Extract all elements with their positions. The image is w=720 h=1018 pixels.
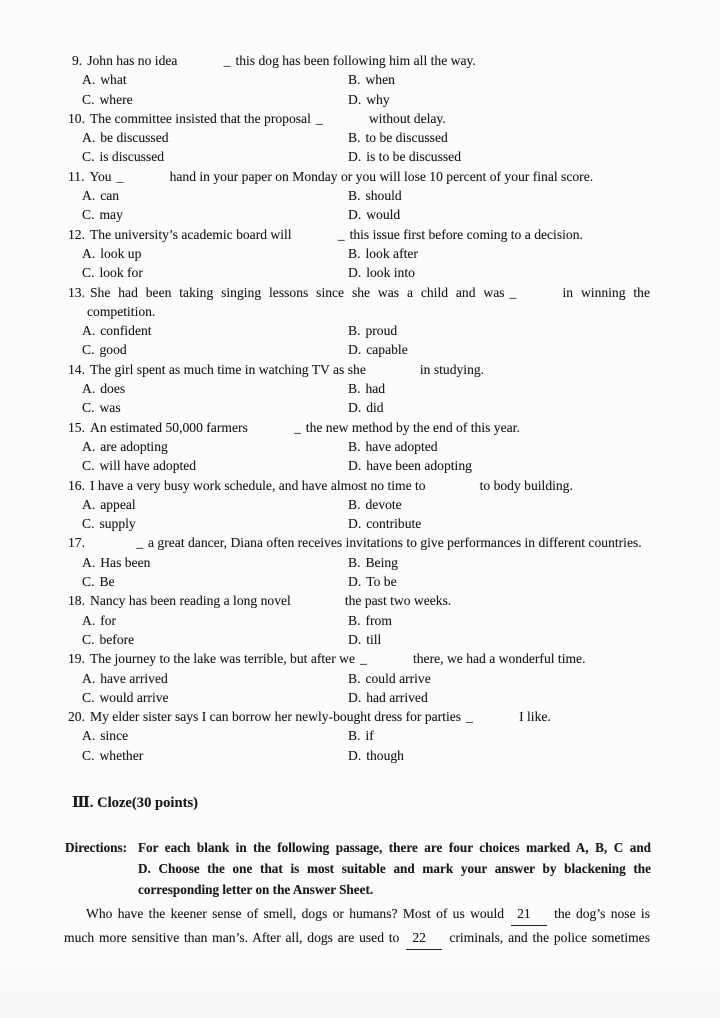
option-d: [348, 147, 461, 166]
option-text: if: [365, 728, 374, 744]
passage-text: criminals, and the police sometimes: [449, 929, 650, 945]
options-row: [68, 340, 650, 359]
question-stem: [68, 109, 650, 128]
option-c: [82, 572, 348, 591]
option-letter: B.: [348, 554, 361, 570]
blank-underscore: _: [466, 709, 473, 725]
option-a: [82, 379, 348, 398]
question-text-after-blank: in studying.: [419, 361, 485, 377]
question-stem: [68, 418, 650, 437]
options-row: [68, 514, 650, 533]
options-row: [68, 263, 650, 282]
question-text-before-blank: An estimated 50,000 farmers: [90, 419, 248, 435]
options-row: [68, 128, 650, 147]
blank-underscore: _: [337, 226, 345, 242]
question: [68, 707, 650, 765]
directions-block: [65, 837, 651, 900]
option-text: To be: [366, 574, 397, 590]
options-row: [68, 630, 650, 649]
option-letter: D.: [348, 400, 362, 416]
option-b: [348, 128, 448, 147]
answer-blank: [297, 225, 345, 244]
option-letter: C.: [82, 458, 95, 474]
option-letter: B.: [348, 245, 361, 261]
option-d: [348, 90, 390, 109]
option-letter: B.: [348, 612, 361, 628]
blank-underscore: _: [116, 168, 124, 184]
option-letter: C.: [82, 207, 95, 223]
option-text: is discussed: [99, 149, 165, 165]
passage-text: the dog’s nose is much more sensitive than man’s. After all, dogs are used to: [64, 905, 650, 945]
option-b: [348, 70, 395, 89]
option-text: before: [99, 631, 135, 647]
option-text: look up: [100, 245, 142, 261]
options-row: [68, 456, 650, 475]
question: [68, 225, 650, 283]
options-row: [68, 669, 650, 688]
option-letter: C.: [82, 747, 95, 763]
option-letter: C.: [82, 400, 95, 416]
option-letter: C.: [82, 342, 95, 358]
option-text: be discussed: [100, 130, 169, 146]
option-letter: C.: [82, 265, 95, 281]
question-text-before-blank: I have a very busy work schedule, and have almost no time to: [90, 477, 426, 493]
option-letter: C.: [82, 516, 95, 532]
question-number: 10.: [68, 110, 85, 126]
options-row: [68, 688, 650, 707]
option-letter: C.: [82, 574, 95, 590]
options-row: [68, 437, 650, 456]
answer-blank: [360, 649, 408, 668]
question-text-after-blank: in winning the competition.: [87, 284, 651, 319]
option-c: [82, 688, 348, 707]
option-c: [82, 263, 348, 282]
option-c: [82, 147, 348, 166]
question-text-after-blank: to body building.: [479, 477, 573, 493]
option-b: [348, 669, 431, 688]
option-a: [82, 321, 348, 340]
passage-text: Who have the keener sense of smell, dogs or humans? Most of us would: [86, 905, 505, 921]
directions-line: corresponding letter on the Answer Sheet.: [138, 881, 374, 897]
question-number: 13.: [68, 284, 85, 300]
option-text: confident: [100, 323, 152, 339]
page-content: [64, 51, 651, 950]
option-b: [348, 553, 398, 572]
option-letter: B.: [348, 670, 361, 686]
question-number: 12.: [68, 226, 85, 242]
question-text-before-blank: Nancy has been reading a long novel: [90, 593, 291, 609]
question-number: 20.: [68, 709, 85, 725]
section-heading: Ⅲ. Cloze(30 points): [72, 794, 198, 811]
option-c: [82, 514, 348, 533]
question-number: 15.: [68, 419, 85, 435]
answer-blank: [466, 707, 514, 726]
option-letter: D.: [348, 265, 362, 281]
option-letter: B.: [348, 323, 361, 339]
option-text: can: [100, 188, 120, 204]
options-row: [68, 70, 650, 89]
option-d: [348, 205, 400, 224]
option-letter: D.: [348, 747, 362, 763]
option-c: [82, 456, 348, 475]
option-letter: A.: [82, 323, 96, 339]
question: [68, 167, 650, 225]
option-letter: A.: [82, 245, 96, 261]
option-b: [348, 379, 385, 398]
question: [68, 360, 650, 418]
option-d: [348, 398, 384, 417]
question-stem: [68, 283, 650, 322]
option-text: though: [366, 747, 404, 763]
blank-underscore: _: [315, 110, 323, 126]
option-c: [82, 746, 348, 765]
blank-underscore: _: [294, 419, 301, 435]
option-text: why: [366, 91, 390, 107]
option-a: [82, 186, 348, 205]
option-letter: A.: [82, 438, 96, 454]
options-row: [68, 495, 650, 514]
question: [68, 51, 650, 109]
directions-line: [65, 837, 651, 858]
option-d: [348, 630, 381, 649]
option-text: are adopting: [100, 438, 168, 454]
option-a: [82, 437, 348, 456]
option-text: devote: [365, 496, 402, 512]
question: [68, 476, 650, 534]
options-row: [68, 147, 650, 166]
question-text-after-blank: I like.: [519, 709, 551, 725]
option-b: [348, 321, 397, 340]
answer-blank: [182, 51, 230, 70]
question-text-after-blank: without delay.: [368, 110, 446, 126]
question-stem: [68, 533, 650, 552]
question: [68, 591, 650, 649]
option-letter: A.: [82, 188, 96, 204]
option-letter: B.: [348, 72, 361, 88]
question-text-after-blank: this dog has been following him all the way.: [235, 53, 476, 68]
option-text: till: [366, 631, 382, 647]
question-stem: [68, 225, 650, 244]
question-text-before-blank: The committee insisted that the proposal: [90, 110, 311, 126]
option-letter: A.: [82, 612, 96, 628]
question-stem: [68, 167, 650, 186]
option-letter: A.: [82, 728, 96, 744]
option-letter: C.: [82, 631, 95, 647]
cloze-blank-21: 21: [511, 902, 547, 926]
option-d: [348, 746, 404, 765]
option-text: to be discussed: [365, 130, 448, 146]
option-text: have been adopting: [366, 458, 472, 474]
option-text: contribute: [366, 516, 422, 532]
question-text-after-blank: a great dancer, Diana often receives invitations to give performances in different countries.: [148, 535, 642, 551]
option-letter: B.: [348, 728, 361, 744]
option-letter: D.: [348, 207, 362, 223]
option-text: is to be discussed: [366, 149, 461, 165]
option-b: [348, 244, 418, 263]
question-stem: [68, 591, 650, 610]
answer-blank: [117, 167, 165, 186]
options-row: [68, 726, 650, 745]
question-number: 17.: [68, 535, 85, 551]
option-d: [348, 340, 408, 359]
option-d: [348, 572, 397, 591]
option-d: [348, 263, 415, 282]
options-row: [68, 611, 650, 630]
option-a: [82, 70, 348, 89]
option-letter: B.: [348, 496, 361, 512]
option-text: look after: [365, 245, 418, 261]
question: [68, 649, 650, 707]
option-text: capable: [366, 342, 408, 358]
option-text: was: [99, 400, 121, 416]
option-a: [82, 244, 348, 263]
question-stem: [72, 51, 650, 70]
cloze-blank-22: 22: [406, 926, 442, 950]
option-text: good: [99, 342, 127, 358]
option-c: [82, 398, 348, 417]
option-letter: B.: [348, 130, 361, 146]
answer-blank: [316, 109, 364, 128]
directions-line: D. Choose the one that is most suitable and mark your answer by blackening the: [138, 860, 651, 876]
option-a: [82, 553, 348, 572]
options-row: [68, 746, 650, 765]
cloze-passage: [64, 902, 650, 950]
option-letter: D.: [348, 458, 362, 474]
question: [68, 109, 650, 167]
option-d: [348, 456, 472, 475]
option-letter: D.: [348, 149, 362, 165]
question-text-before-blank: The girl spent as much time in watching TV as she: [90, 361, 366, 377]
option-c: [82, 630, 348, 649]
option-a: [82, 726, 348, 745]
question-stem: [68, 707, 650, 726]
option-text: could arrive: [365, 670, 431, 686]
question-text-after-blank: hand in your paper on Monday or you will lose 10 percent of your final score.: [169, 168, 594, 184]
option-text: proud: [365, 323, 398, 339]
question-stem: [68, 360, 650, 379]
question: [68, 418, 650, 476]
answer-blank: [95, 533, 143, 552]
options-row: [68, 321, 650, 340]
option-text: have adopted: [365, 438, 438, 454]
option-letter: D.: [348, 516, 362, 532]
options-row: [68, 244, 650, 263]
blank-underscore: _: [359, 651, 367, 667]
option-text: where: [99, 91, 133, 107]
options-row: [68, 186, 650, 205]
option-text: since: [100, 728, 129, 744]
option-text: from: [365, 612, 392, 628]
option-letter: A.: [82, 130, 96, 146]
option-b: [348, 611, 392, 630]
option-text: would: [366, 207, 401, 223]
option-b: [348, 186, 402, 205]
question-text-after-blank: the past two weeks.: [344, 593, 452, 609]
option-text: did: [366, 400, 384, 416]
option-letter: A.: [82, 554, 96, 570]
options-row: [68, 553, 650, 572]
option-letter: D.: [348, 574, 362, 590]
question-text-before-blank: You: [89, 168, 112, 184]
option-text: does: [100, 381, 126, 397]
option-text: what: [100, 72, 127, 88]
answer-blank: [510, 283, 558, 302]
option-a: [82, 669, 348, 688]
question-text-after-blank: the new method by the end of this year.: [305, 419, 520, 435]
option-letter: D.: [348, 342, 362, 358]
option-d: [348, 688, 428, 707]
option-letter: C.: [82, 149, 95, 165]
option-letter: D.: [348, 689, 362, 705]
question-text-before-blank: John has no idea: [87, 53, 178, 68]
option-a: [82, 128, 348, 147]
question: [68, 533, 650, 591]
option-d: [348, 514, 421, 533]
option-text: will have adopted: [99, 458, 197, 474]
option-text: look into: [366, 265, 415, 281]
blank-underscore: _: [223, 53, 231, 68]
option-text: would arrive: [99, 689, 169, 705]
option-a: [82, 495, 348, 514]
question-number: 19.: [68, 651, 85, 667]
option-letter: A.: [82, 72, 96, 88]
blank-underscore: _: [136, 535, 143, 551]
directions-label: Directions:: [65, 839, 128, 855]
option-b: [348, 437, 438, 456]
option-letter: C.: [82, 91, 95, 107]
question-number: 16.: [68, 477, 85, 493]
option-text: Has been: [100, 554, 151, 570]
option-text: for: [100, 612, 117, 628]
question-number: 14.: [68, 361, 85, 377]
options-row: [68, 90, 650, 109]
option-text: whether: [99, 747, 144, 763]
directions-text: For each blank in the following passage, there are four choices marked A, B, C and: [138, 839, 651, 855]
option-letter: B.: [348, 438, 361, 454]
option-text: Be: [99, 574, 115, 590]
question-text-after-blank: there, we had a wonderful time.: [412, 651, 586, 667]
options-row: [68, 379, 650, 398]
answer-blank: [253, 418, 301, 437]
option-text: Being: [365, 554, 398, 570]
option-letter: D.: [348, 91, 362, 107]
option-text: should: [365, 188, 402, 204]
blank-underscore: _: [509, 284, 517, 300]
option-letter: A.: [82, 496, 96, 512]
question: [68, 283, 650, 360]
option-text: had arrived: [366, 689, 428, 705]
question-text-before-blank: My elder sister says I can borrow her newly-bought dress for parties: [90, 709, 462, 725]
option-letter: A.: [82, 381, 96, 397]
option-c: [82, 340, 348, 359]
options-row: [68, 572, 650, 591]
option-text: look for: [99, 265, 143, 281]
option-c: [82, 90, 348, 109]
option-text: may: [99, 207, 123, 223]
option-text: appeal: [100, 496, 136, 512]
option-letter: C.: [82, 689, 95, 705]
option-text: when: [365, 72, 395, 88]
option-text: supply: [99, 516, 136, 532]
question-list: [68, 51, 650, 765]
option-b: [348, 726, 374, 745]
option-c: [82, 205, 348, 224]
option-text: have arrived: [100, 670, 168, 686]
option-letter: B.: [348, 381, 361, 397]
question-text-before-blank: She had been taking singing lessons since she was a child and was: [90, 284, 505, 300]
question-stem: [68, 649, 650, 668]
option-b: [348, 495, 402, 514]
options-row: [68, 205, 650, 224]
question-number: 11.: [68, 168, 85, 184]
question-text-before-blank: The university’s academic board will: [90, 226, 292, 242]
option-letter: B.: [348, 188, 361, 204]
question-text-before-blank: The journey to the lake was terrible, but after we: [90, 651, 355, 667]
option-letter: D.: [348, 631, 362, 647]
option-letter: A.: [82, 670, 96, 686]
options-row: [68, 398, 650, 417]
question-number: 18.: [68, 593, 85, 609]
question-number: 9.: [72, 53, 83, 68]
option-text: had: [365, 381, 386, 397]
option-a: [82, 611, 348, 630]
question-stem: [68, 476, 650, 495]
question-text-after-blank: this issue first before coming to a decision.: [349, 226, 583, 242]
